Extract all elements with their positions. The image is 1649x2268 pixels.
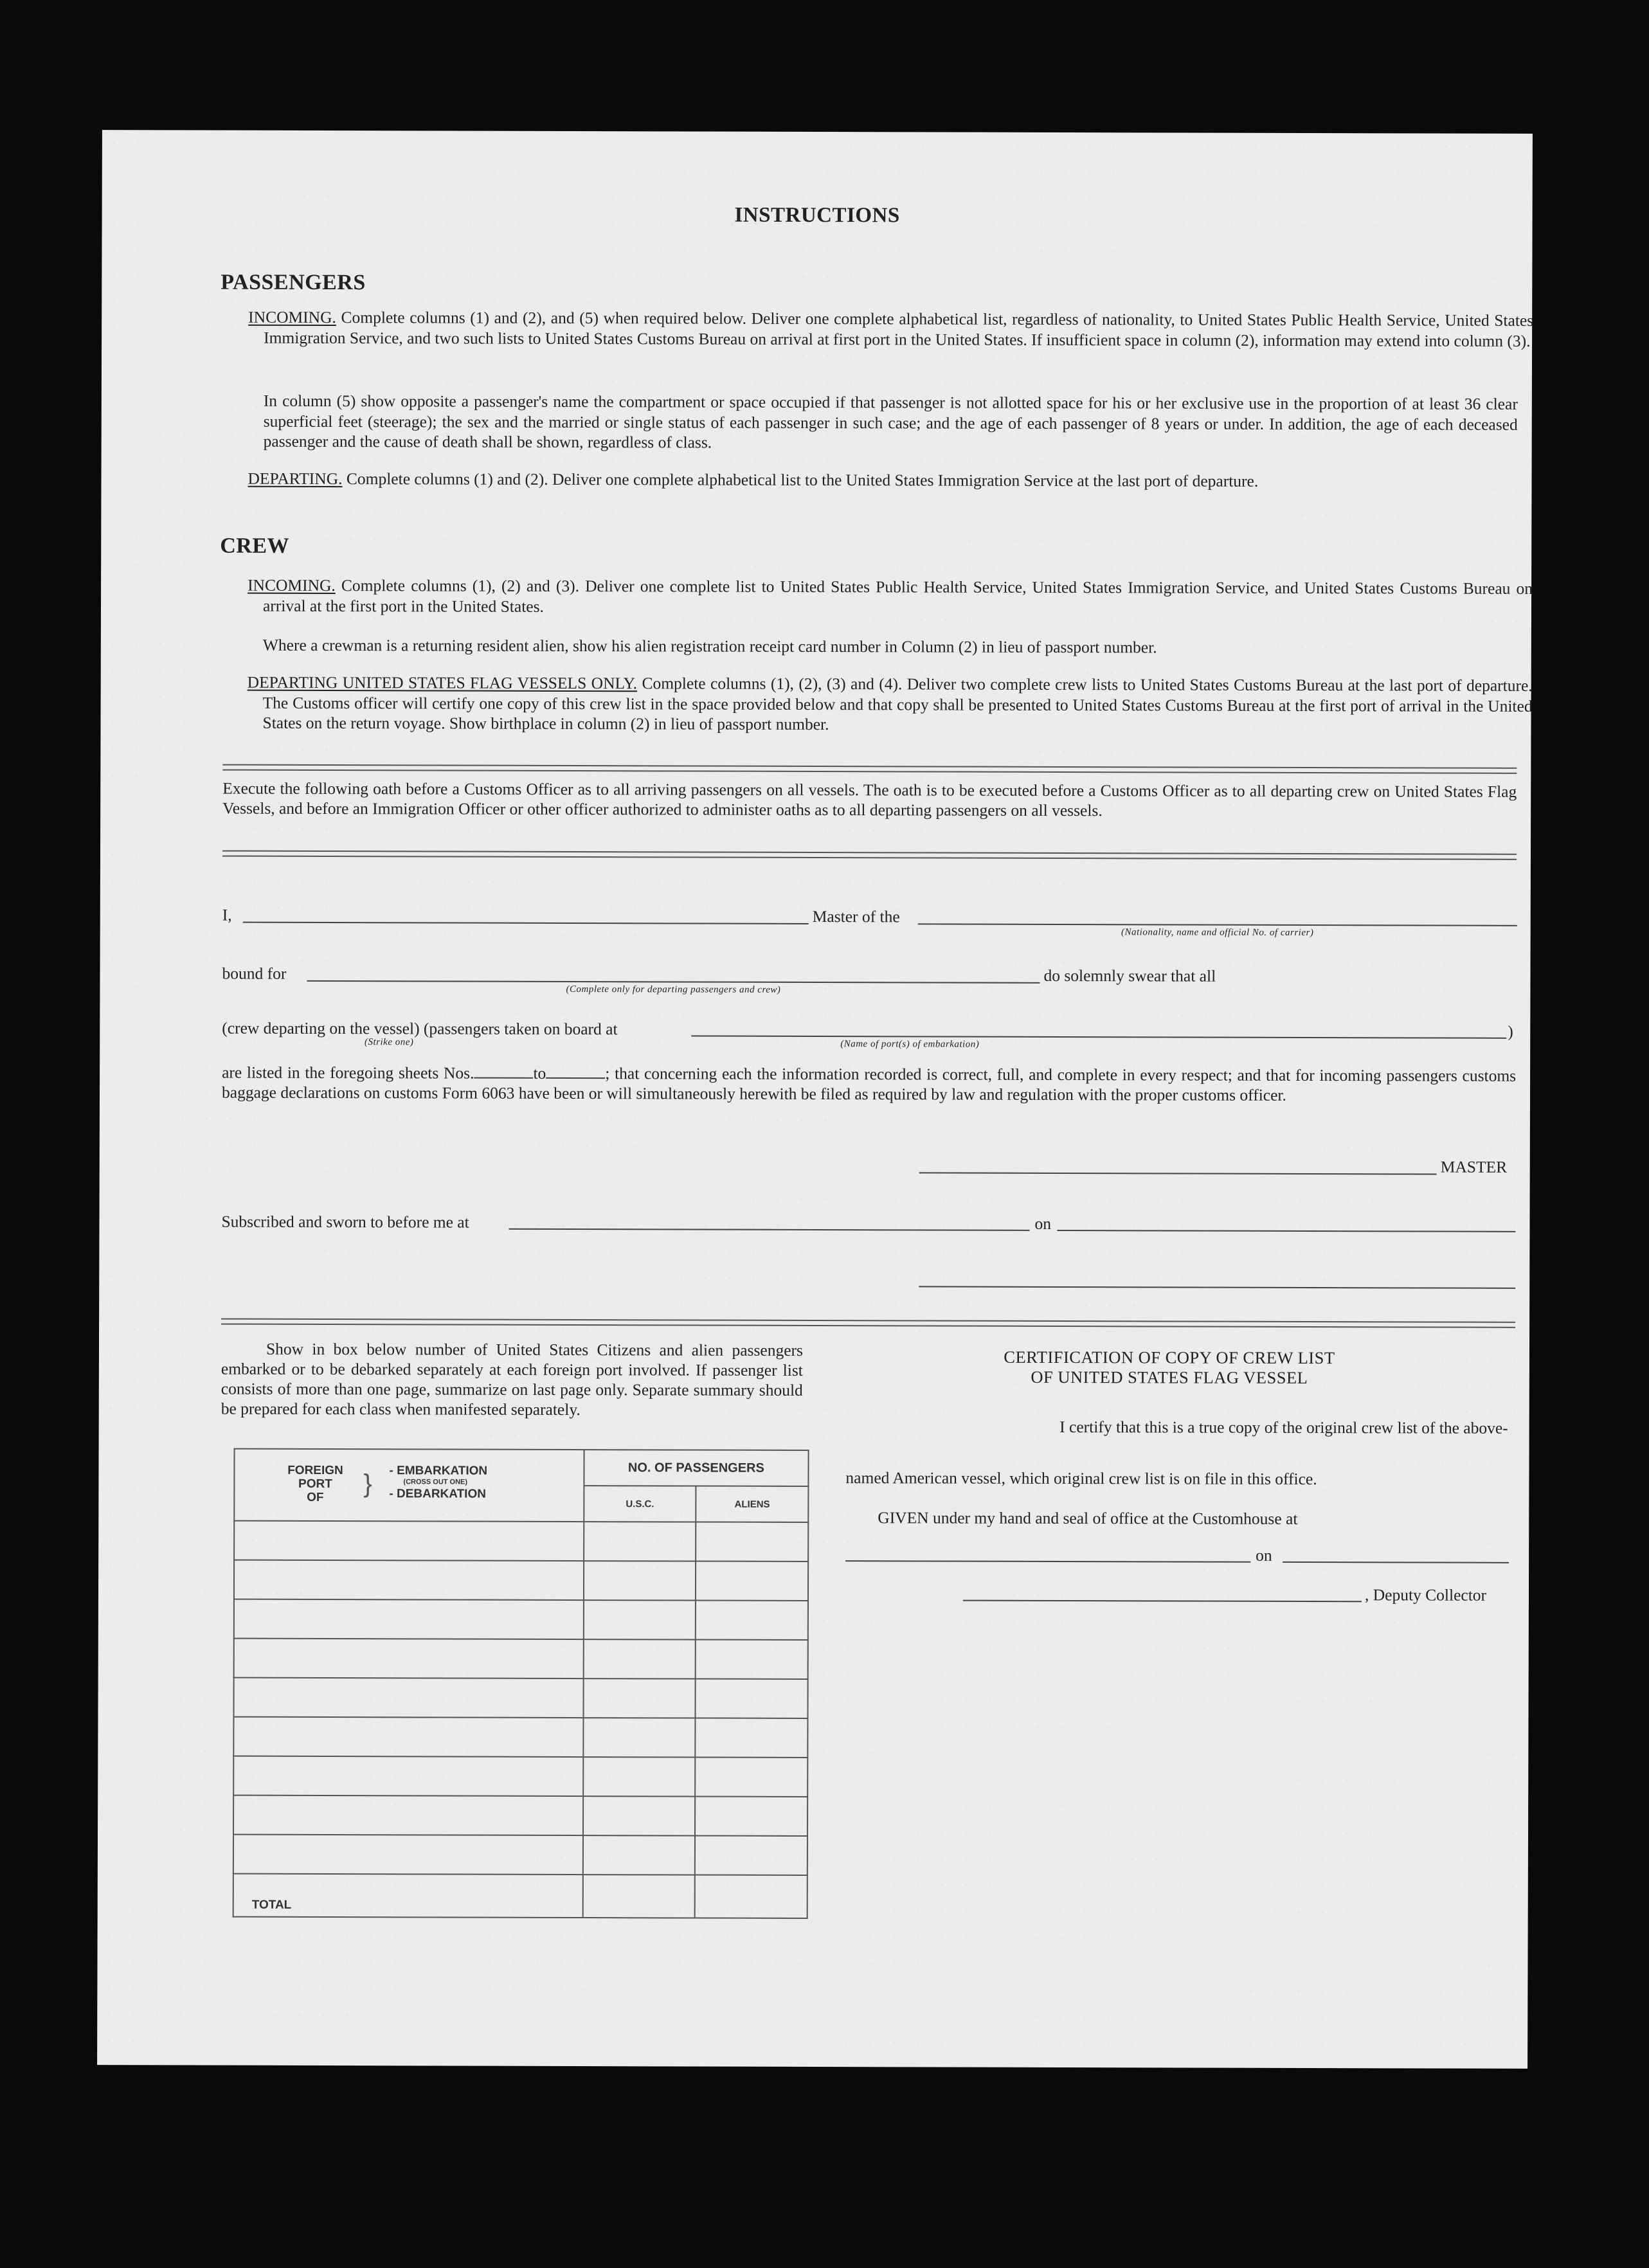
usc-cell[interactable] (584, 1600, 696, 1639)
crew-departing-text: Complete columns (1), (2), (3) and (4). Deliver two complete crew lists to United States Customs Bureau at the last port of departure. The Customs officer will certify one copy of this crew list in the space provided below and that copy shall be presented to United States Customs Bureau at the first port of arrival in the United States on the return voyage. Show birthplace in column (2) in lieu of passport number. (262, 674, 1533, 734)
bound-for-label: bound for (222, 964, 287, 983)
aliens-header: ALIENS (696, 1486, 809, 1522)
oath-instruction-paragraph: Execute the following oath before a Customs Officer as to all arriving passengers on all vessels. The oath is to be executed before a Customs Officer as to all departing crew on United States Flag Vessels, and before an Immigration Officer or other officer authorized to administer oaths as to all departing passengers on all vessels. (222, 779, 1517, 820)
oath-i-label: I, (222, 905, 232, 924)
master-signature-field[interactable] (919, 1172, 1437, 1174)
sworn-date-field[interactable] (1057, 1230, 1515, 1232)
usc-cell[interactable] (583, 1835, 696, 1875)
table-row (234, 1639, 808, 1679)
ports-caption: (Name of port(s) of embarkation) (840, 1039, 980, 1050)
master-of-the-label: Master of the (812, 906, 900, 926)
sworn-on-label: on (1034, 1214, 1052, 1233)
table-row (233, 1796, 807, 1836)
form-page (97, 130, 1533, 2069)
debarkation-option: - DEBARKATION (389, 1487, 487, 1501)
passengers-incoming-paragraph (248, 307, 1533, 351)
certification-heading-line2: OF UNITED STATES FLAG VESSEL (1031, 1367, 1308, 1388)
embarkation-option: - EMBARKATION (389, 1464, 488, 1478)
total-label: TOTAL (233, 1874, 583, 1918)
port-cell[interactable] (234, 1521, 584, 1561)
usc-cell[interactable] (583, 1639, 696, 1679)
total-row (233, 1874, 807, 1918)
usc-cell[interactable] (584, 1522, 696, 1561)
certification-date-field[interactable] (1283, 1562, 1509, 1563)
table-row (234, 1560, 808, 1601)
table-row (234, 1521, 808, 1562)
certification-on-label: on (1256, 1545, 1272, 1565)
table-row (233, 1678, 807, 1718)
usc-cell[interactable] (584, 1561, 696, 1600)
divider-rule (222, 851, 1517, 860)
crew-departing-paragraph (247, 672, 1532, 737)
usc-cell[interactable] (583, 1796, 696, 1835)
customhouse-field[interactable] (845, 1560, 1250, 1563)
subscribed-label: Subscribed and sworn to before me at (221, 1212, 469, 1232)
deputy-collector-label: , Deputy Collector (1364, 1585, 1487, 1605)
destination-field[interactable] (307, 980, 1040, 984)
table-row (233, 1717, 807, 1758)
listed-rest-text: ; that concerning each the information recorded is correct, full, and complete in every respect; and that for incoming passengers customs baggage declarations on customs Form 6063 have been or will simultaneously herewith be filed as required by law and regulation with the proper customs officer. (221, 1064, 1517, 1104)
port-cell[interactable] (233, 1717, 583, 1757)
port-cell[interactable] (233, 1756, 583, 1796)
sheet-to-field[interactable] (546, 1066, 605, 1079)
port-cell[interactable] (234, 1560, 584, 1600)
certification-heading-line1: CERTIFICATION OF COPY OF CREW LIST (1004, 1347, 1335, 1368)
strike-one-caption: (Strike one) (365, 1037, 414, 1048)
aliens-cell[interactable] (695, 1797, 807, 1836)
carrier-field[interactable] (918, 923, 1517, 926)
officer-signature-field[interactable] (919, 1286, 1515, 1288)
usc-cell[interactable] (583, 1679, 696, 1718)
passengers-departing-text: Complete columns (1) and (2). Deliver one complete alphabetical list to the United States Immigration Service at the last port of departure. (342, 469, 1259, 491)
page-title: INSTRUCTIONS (734, 203, 900, 228)
no-of-passengers-header: NO. OF PASSENGERS (584, 1450, 808, 1486)
foreign-port-of-label: FOREIGN PORT OF (287, 1463, 343, 1505)
aliens-cell[interactable] (696, 1562, 808, 1601)
passengers-departing-paragraph (248, 469, 1533, 492)
cross-out-one-label: (CROSS OUT ONE) (403, 1478, 468, 1486)
aliens-cell[interactable] (696, 1601, 808, 1640)
nationality-caption: (Nationality, name and official No. of carrier) (1121, 927, 1314, 939)
to-label: to (533, 1063, 546, 1083)
master-name-field[interactable] (243, 922, 809, 924)
certify-line2: named American vessel, which original crew list is on file in this office. (845, 1468, 1317, 1489)
passenger-summary-table (233, 1448, 809, 1919)
passengers-departing-label: DEPARTING. (248, 469, 343, 489)
usc-header: U.S.C. (584, 1486, 696, 1522)
total-aliens-cell[interactable] (695, 1875, 807, 1918)
crew-heading: CREW (220, 534, 290, 558)
port-cell[interactable] (233, 1796, 583, 1835)
passengers-incoming-text: Complete columns (1) and (2), and (5) when required below. Deliver one complete alphabetical list, regardless of nationality, to United States Public Health Service, United States Immigration Service, and two such lists to United States Customs Bureau on arrival at first port in the United States. If insufficient space in column (2), information may extend into column (3). (264, 308, 1534, 350)
given-under-label: GIVEN under my hand and seal of office at the Customhouse at (878, 1508, 1298, 1528)
crew-incoming-text: Complete columns (1), (2) and (3). Deliver one complete list to United States Public Health Service, United States Immigration Service, and United States Customs Bureau on arrival at the first port in the United States. (262, 576, 1533, 616)
table-row (233, 1756, 807, 1797)
certification-heading (887, 1347, 1452, 1388)
aliens-cell[interactable] (695, 1836, 807, 1875)
crew-incoming-label: INCOMING. (248, 575, 336, 595)
certify-line1: I certify that this is a true copy of the original crew list of the above- (1059, 1417, 1508, 1437)
brace-glyph: } (363, 1470, 372, 1498)
close-paren: ) (1508, 1022, 1513, 1041)
complete-only-caption: (Complete only for departing passengers and crew) (566, 984, 781, 995)
crew-incoming-paragraph (248, 575, 1533, 619)
table-row (234, 1599, 808, 1640)
usc-cell[interactable] (583, 1718, 696, 1757)
port-cell[interactable] (233, 1835, 583, 1875)
aliens-cell[interactable] (696, 1679, 808, 1718)
aliens-cell[interactable] (696, 1718, 808, 1758)
passengers-heading: PASSENGERS (221, 270, 366, 295)
passengers-incoming-label: INCOMING. (248, 307, 336, 327)
listed-in-text: are listed in the foregoing sheets Nos. (222, 1063, 474, 1083)
deputy-collector-signature-field[interactable] (963, 1600, 1362, 1603)
port-cell[interactable] (234, 1599, 584, 1639)
divider-rule (222, 764, 1517, 774)
passengers-column5-paragraph: In column (5) show opposite a passenger's name the compartment or space occupied if that passenger is not allotted space for his or her exclusive use in the proportion of at least 36 clear superficial feet (steerage); the sex and the married or single status of each passenger in such case; and the age of each passenger of 8 years or under. In addition, the age of each deceased passenger and the cause of death shall be shown, regardless of class. (263, 391, 1518, 452)
port-header-cell (234, 1449, 584, 1522)
aliens-cell[interactable] (696, 1640, 808, 1679)
table-row (233, 1835, 807, 1875)
usc-cell[interactable] (583, 1757, 696, 1796)
crew-departing-label: (crew departing on the vessel) (passengers taken on board at (222, 1018, 618, 1039)
sworn-place-field[interactable] (509, 1228, 1029, 1231)
sheet-from-field[interactable] (474, 1066, 533, 1079)
crew-crewman-paragraph: Where a crewman is a returning resident alien, show his alien registration receipt card number in Column (2) in lieu of passport number. (262, 635, 1157, 657)
master-label: MASTER (1440, 1157, 1508, 1176)
divider-rule (221, 1318, 1515, 1328)
total-usc-cell[interactable] (582, 1875, 695, 1918)
summary-instruction: Show in box below number of United States Citizens and alien passengers embarked or to be debarked separately at each foreign port involved. If passenger list consists of more than one page, summarize on last page only. Separate summary should be prepared for each class when manifested separately. (221, 1339, 804, 1419)
aliens-cell[interactable] (696, 1758, 808, 1797)
do-solemnly-label: do solemnly swear that all (1043, 966, 1216, 986)
crew-departing-label: DEPARTING UNITED STATES FLAG VESSELS ONLY. (247, 672, 638, 693)
port-cell[interactable] (234, 1639, 584, 1679)
port-cell[interactable] (233, 1678, 583, 1718)
listed-in-paragraph (222, 1063, 1516, 1106)
aliens-cell[interactable] (696, 1522, 809, 1562)
